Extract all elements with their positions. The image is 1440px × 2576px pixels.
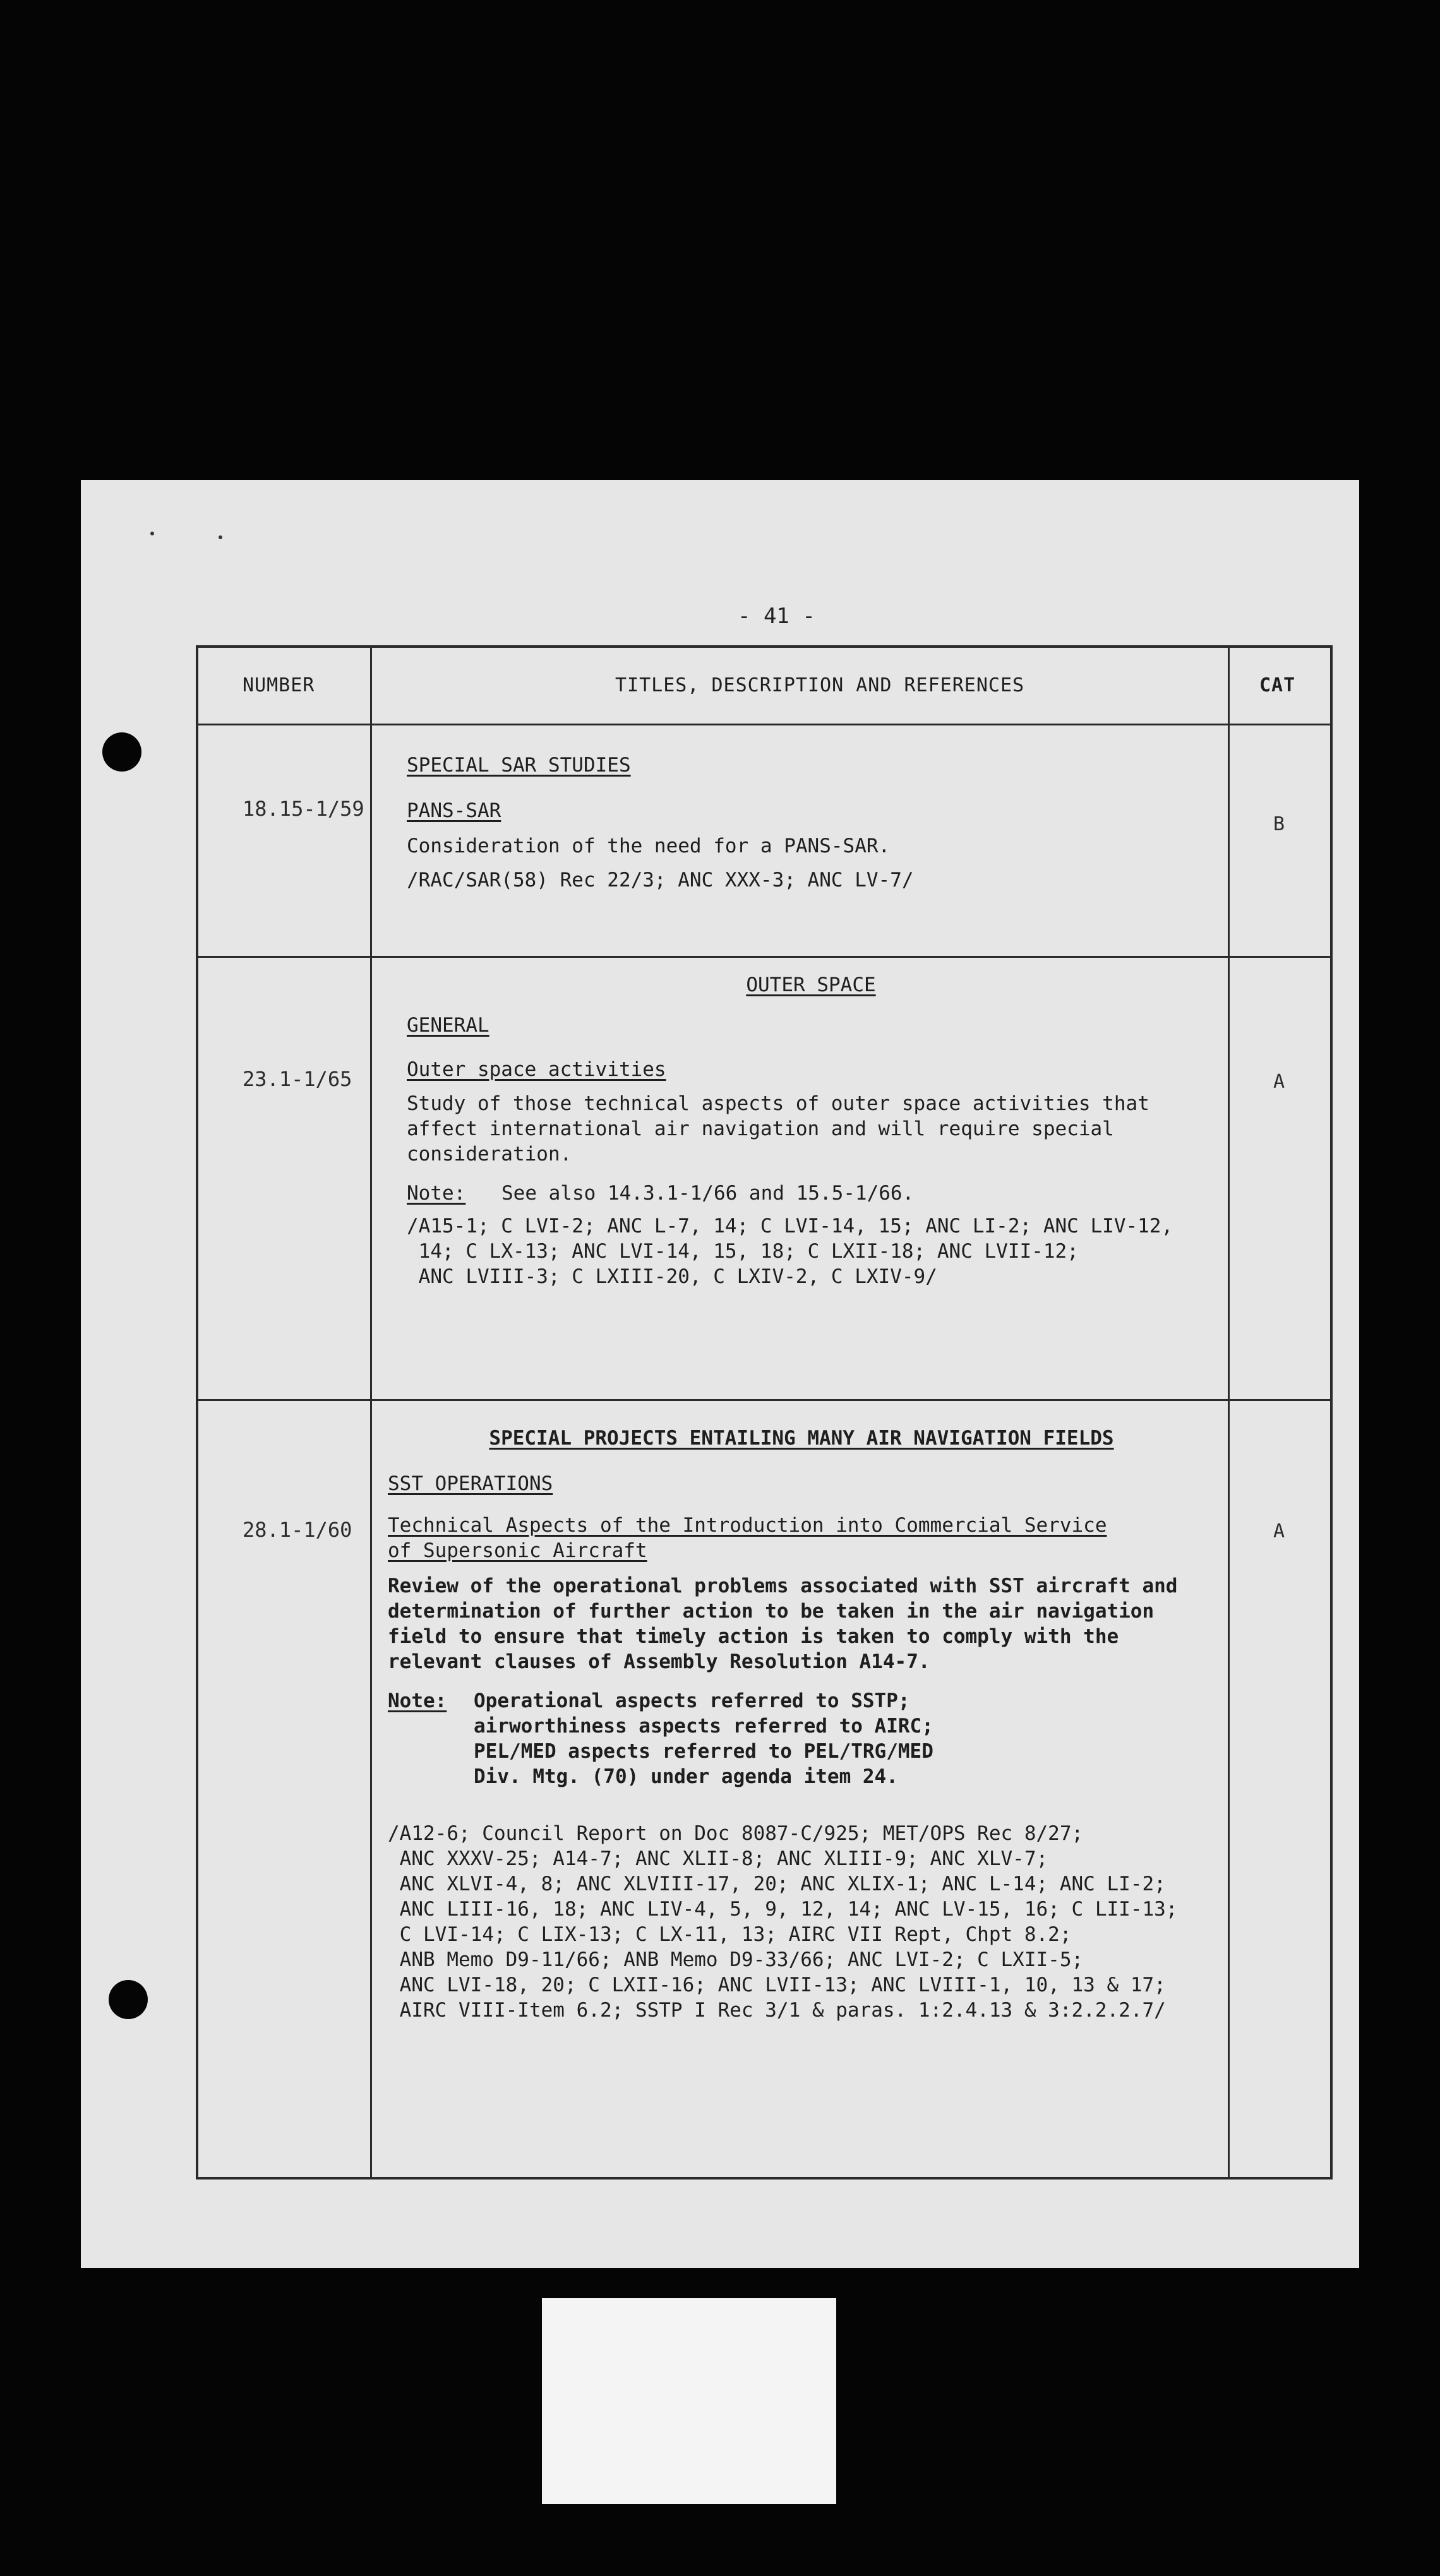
- section-heading: OUTER SPACE: [746, 974, 876, 996]
- entry-description: Study of those technical aspects of outer space activities that affect international air navigation and will require special consideration.: [407, 1092, 1149, 1166]
- header-divider: [198, 724, 1330, 725]
- entry-references: /RAC/SAR(58) Rec 22/3; ANC XXX-3; ANC LV-7/: [407, 869, 914, 891]
- note-line: PEL/MED aspects referred to PEL/TRG/MED: [474, 1740, 933, 1763]
- row-cat: B: [1273, 813, 1285, 835]
- entry-references: /A12-6; Council Report on Doc 8087-C/925; MET/OPS Rec 8/27; ANC XXXV-25; A14-7; ANC XLII-8; ANC XLIII-9; ANC XLV-7; ANC XLVI-4, 8; ANC XLVIII-17, 20; ANC XLIX-1; ANC L-14; ANC LI-2; ANC LIII-16, 18; ANC LIV-4, 5, 9, 12, 14; ANC LV-15, 16; C LII-13; C LVI-14; C LIX-13; C LX-11, 13; AIRC VII Rept, Chpt 8.2; ANB Memo D9-11/66; ANB Memo D9-33/66; ANC LVI-2; C LXII-5; ANC LVI-18, 20; C LXII-16; ANC LVII-13; ANC LVIII-1, 10, 13 & 17; AIRC VIII-Item 6.2; SSTP I Rec 3/1 & paras. 1:2.4.13 & 3:2.2.2.7/: [388, 1822, 1178, 2022]
- entry-references: /A15-1; C LVI-2; ANC L-7, 14; C LVI-14, 15; ANC LI-2; ANC LIV-12, 14; C LX-13; ANC LVI-14, 15, 18; C LXII-18; ANC LVII-12; ANC LVIII-3; C LXIII-20, C LXIV-2, C LXIV-9/: [407, 1215, 1173, 1288]
- note-text: See also 14.3.1-1/66 and 15.5-1/66.: [501, 1182, 915, 1205]
- row-content: [388, 1426, 1215, 2023]
- column-divider: [370, 648, 372, 2177]
- row-content: [407, 972, 1215, 1289]
- header-cat: CAT: [1259, 674, 1296, 696]
- row-content: [407, 753, 1215, 893]
- entry-description: Review of the operational problems associated with SST aircraft and determination of further action to be taken in the air navigation field to ensure that timely action is taken to comply with the relevant clauses of Assembly Resolution A14-7.: [388, 1575, 1178, 1673]
- section-title: GENERAL: [407, 1014, 489, 1037]
- entry-title: PANS-SAR: [407, 799, 501, 822]
- punch-hole: [102, 732, 141, 772]
- punch-hole: [109, 1980, 148, 2019]
- speck: [150, 532, 154, 535]
- entry-title: Outer space activities: [407, 1058, 666, 1081]
- entry-note: [407, 1181, 1215, 1206]
- row-number: 18.15-1/59: [243, 797, 364, 821]
- row-divider: [198, 956, 1330, 958]
- entry-title-line: of Supersonic Aircraft: [388, 1539, 647, 1562]
- header-titles: TITLES, DESCRIPTION AND REFERENCES: [615, 674, 1025, 696]
- row-cat: A: [1273, 1520, 1285, 1542]
- note-label: Note:: [407, 1182, 466, 1205]
- document-page: [81, 480, 1359, 2268]
- note-line: Operational aspects referred to SSTP;: [474, 1690, 910, 1712]
- note-line: Div. Mtg. (70) under agenda item 24.: [474, 1765, 898, 1788]
- page-number: - 41 -: [738, 604, 815, 629]
- speck: [219, 535, 222, 539]
- row-divider: [198, 1399, 1330, 1401]
- column-divider: [1228, 648, 1230, 2177]
- row-number: 23.1-1/65: [243, 1067, 352, 1091]
- row-number: 28.1-1/60: [243, 1518, 352, 1542]
- entry-title-line: Technical Aspects of the Introduction into Commercial Service: [388, 1514, 1107, 1537]
- section-heading: SPECIAL PROJECTS ENTAILING MANY AIR NAVIGATION FIELDS: [489, 1427, 1114, 1450]
- section-title: SST OPERATIONS: [388, 1472, 553, 1495]
- entry-description: Consideration of the need for a PANS-SAR.: [407, 835, 891, 857]
- note-label: Note:: [388, 1690, 447, 1712]
- row-cat: A: [1273, 1071, 1285, 1093]
- film-stub: [542, 2298, 836, 2504]
- note-lines: [474, 1688, 933, 1789]
- section-title: SPECIAL SAR STUDIES: [407, 754, 631, 777]
- note-line: airworthiness aspects referred to AIRC;: [474, 1715, 933, 1738]
- reference-table: [196, 645, 1333, 2179]
- header-number: NUMBER: [243, 674, 315, 696]
- entry-note: [388, 1688, 1215, 1789]
